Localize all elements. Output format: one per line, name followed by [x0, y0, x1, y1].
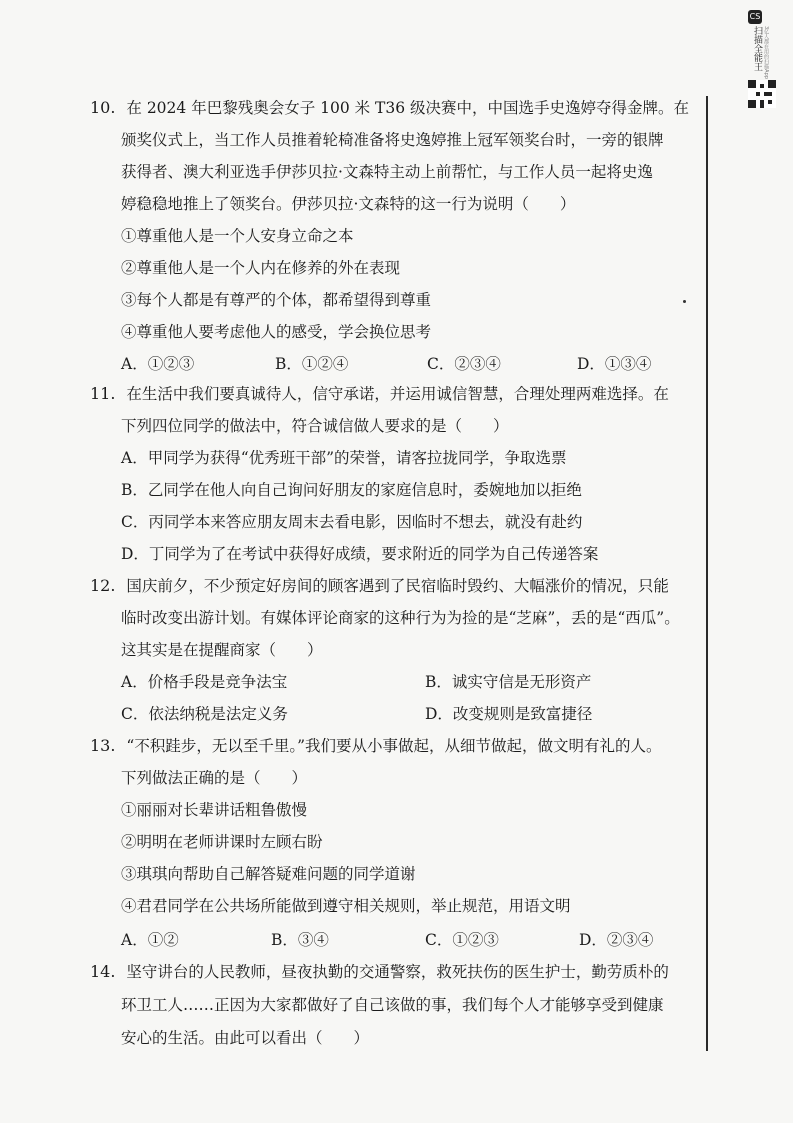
question-stem-text: “不积跬步，无以至千里。”我们要从小事做起，从细节做起，做文明有礼的人。 — [126, 737, 662, 755]
statement-item: ③每个人都是有尊严的个体，都希望得到尊重 — [121, 291, 432, 309]
statement-item: ④尊重他人要考虑他人的感受，学会换位思考 — [121, 323, 432, 341]
statement-item: ③琪琪向帮助自己解答疑难问题的同学道谢 — [121, 865, 416, 883]
scan-speck — [683, 300, 686, 303]
question-stem-line: 这其实是在提醒商家（ ） — [121, 641, 323, 659]
option-d: D．②③④ — [579, 931, 654, 949]
statement-item: ④君君同学在公共场所能做到遵守相关规则，举止规范，用语文明 — [121, 897, 571, 915]
option-c: C．依法纳税是法定义务 — [121, 705, 288, 723]
option-d: D．丁同学为了在考试中获得好成绩，要求附近的同学为自己传递答案 — [121, 545, 599, 563]
option-b: B．①②④ — [275, 355, 349, 373]
option-b: B．乙同学在他人向自己询问好朋友的家庭信息时，委婉地加以拒绝 — [121, 481, 582, 499]
question-stem-line: 获得者、澳大利亚选手伊莎贝拉·文森特主动上前帮忙，与工作人员一起将史逸 — [121, 163, 653, 181]
scanner-brand-text: 扫描全能王 — [752, 26, 762, 71]
question-stem-text: 在生活中我们要真诚待人，信守承诺，并运用诚信智慧，合理处理两难选择。在 — [126, 385, 669, 403]
option-a: A．价格手段是竞争法宝 — [121, 673, 288, 691]
option-c: C．①②③ — [425, 931, 499, 949]
question-number: 13. — [90, 736, 116, 755]
question-10-line-1 — [90, 98, 689, 118]
question-13-line-1 — [90, 736, 662, 756]
option-a: A．①②③ — [121, 355, 195, 373]
qr-code-icon — [748, 80, 776, 108]
question-stem-line: 临时改变出游计划。有媒体评论商家的这种行为为捡的是“芝麻”，丢的是“西瓜”。 — [121, 609, 680, 627]
question-stem-line: 环卫工人……正因为大家都做好了自己该做的事，我们每个人才能够享受到健康 — [121, 996, 664, 1014]
scanner-badge — [748, 10, 778, 110]
question-stem-line: 安心的生活。由此可以看出（ ） — [121, 1029, 370, 1047]
question-number: 11. — [90, 384, 116, 403]
option-b: B．③④ — [271, 931, 329, 949]
question-11-line-1 — [90, 384, 669, 404]
option-c: C．丙同学本来答应朋友周末去看电影，因临时不想去，就没有赴约 — [121, 513, 583, 531]
scanner-tagline: 3亿人都在用的扫描App — [763, 26, 769, 79]
question-12-line-1 — [90, 576, 669, 596]
option-c: C．②③④ — [427, 355, 501, 373]
question-stem-text: 国庆前夕，不少预定好房间的顾客遇到了民宿临时毁约、大幅涨价的情况，只能 — [126, 577, 669, 595]
statement-item: ②明明在老师讲课时左顾右盼 — [121, 833, 323, 851]
statement-item: ①丽丽对长辈讲话粗鲁傲慢 — [121, 801, 308, 819]
option-d: D．改变规则是致富捷径 — [425, 705, 593, 723]
option-b: B．诚实守信是无形资产 — [425, 673, 592, 691]
question-stem-text: 在 2024 年巴黎残奥会女子 100 米 T36 级决赛中，中国选手史逸婷夺得金牌。在 — [126, 99, 690, 117]
question-stem-line: 婷稳稳地推上了领奖台。伊莎贝拉·文森特的这一行为说明（ ） — [121, 195, 576, 213]
right-margin-rule — [706, 96, 708, 1051]
question-14-line-1 — [90, 962, 669, 982]
statement-item: ①尊重他人是一个人安身立命之本 — [121, 227, 354, 245]
question-stem-line: 下列做法正确的是（ ） — [121, 769, 308, 787]
option-d: D．①③④ — [577, 355, 652, 373]
option-a: A．甲同学为获得“优秀班干部”的荣誉，请客拉拢同学，争取选票 — [121, 449, 567, 467]
option-a: A．①② — [121, 931, 179, 949]
statement-item: ②尊重他人是一个人内在修养的外在表现 — [121, 259, 401, 277]
question-stem-line: 颁奖仪式上，当工作人员推着轮椅准备将史逸婷推上冠军领奖台时，一旁的银牌 — [121, 131, 664, 149]
camscanner-logo-icon: CS — [748, 10, 762, 24]
question-number: 12. — [90, 576, 116, 595]
question-stem-text: 坚守讲台的人民教师，昼夜执勤的交通警察，救死扶伤的医生护士，勤劳质朴的 — [126, 963, 669, 981]
question-stem-line: 下列四位同学的做法中，符合诚信做人要求的是（ ） — [121, 417, 509, 435]
question-number: 10. — [90, 98, 116, 117]
question-number: 14. — [90, 962, 116, 981]
